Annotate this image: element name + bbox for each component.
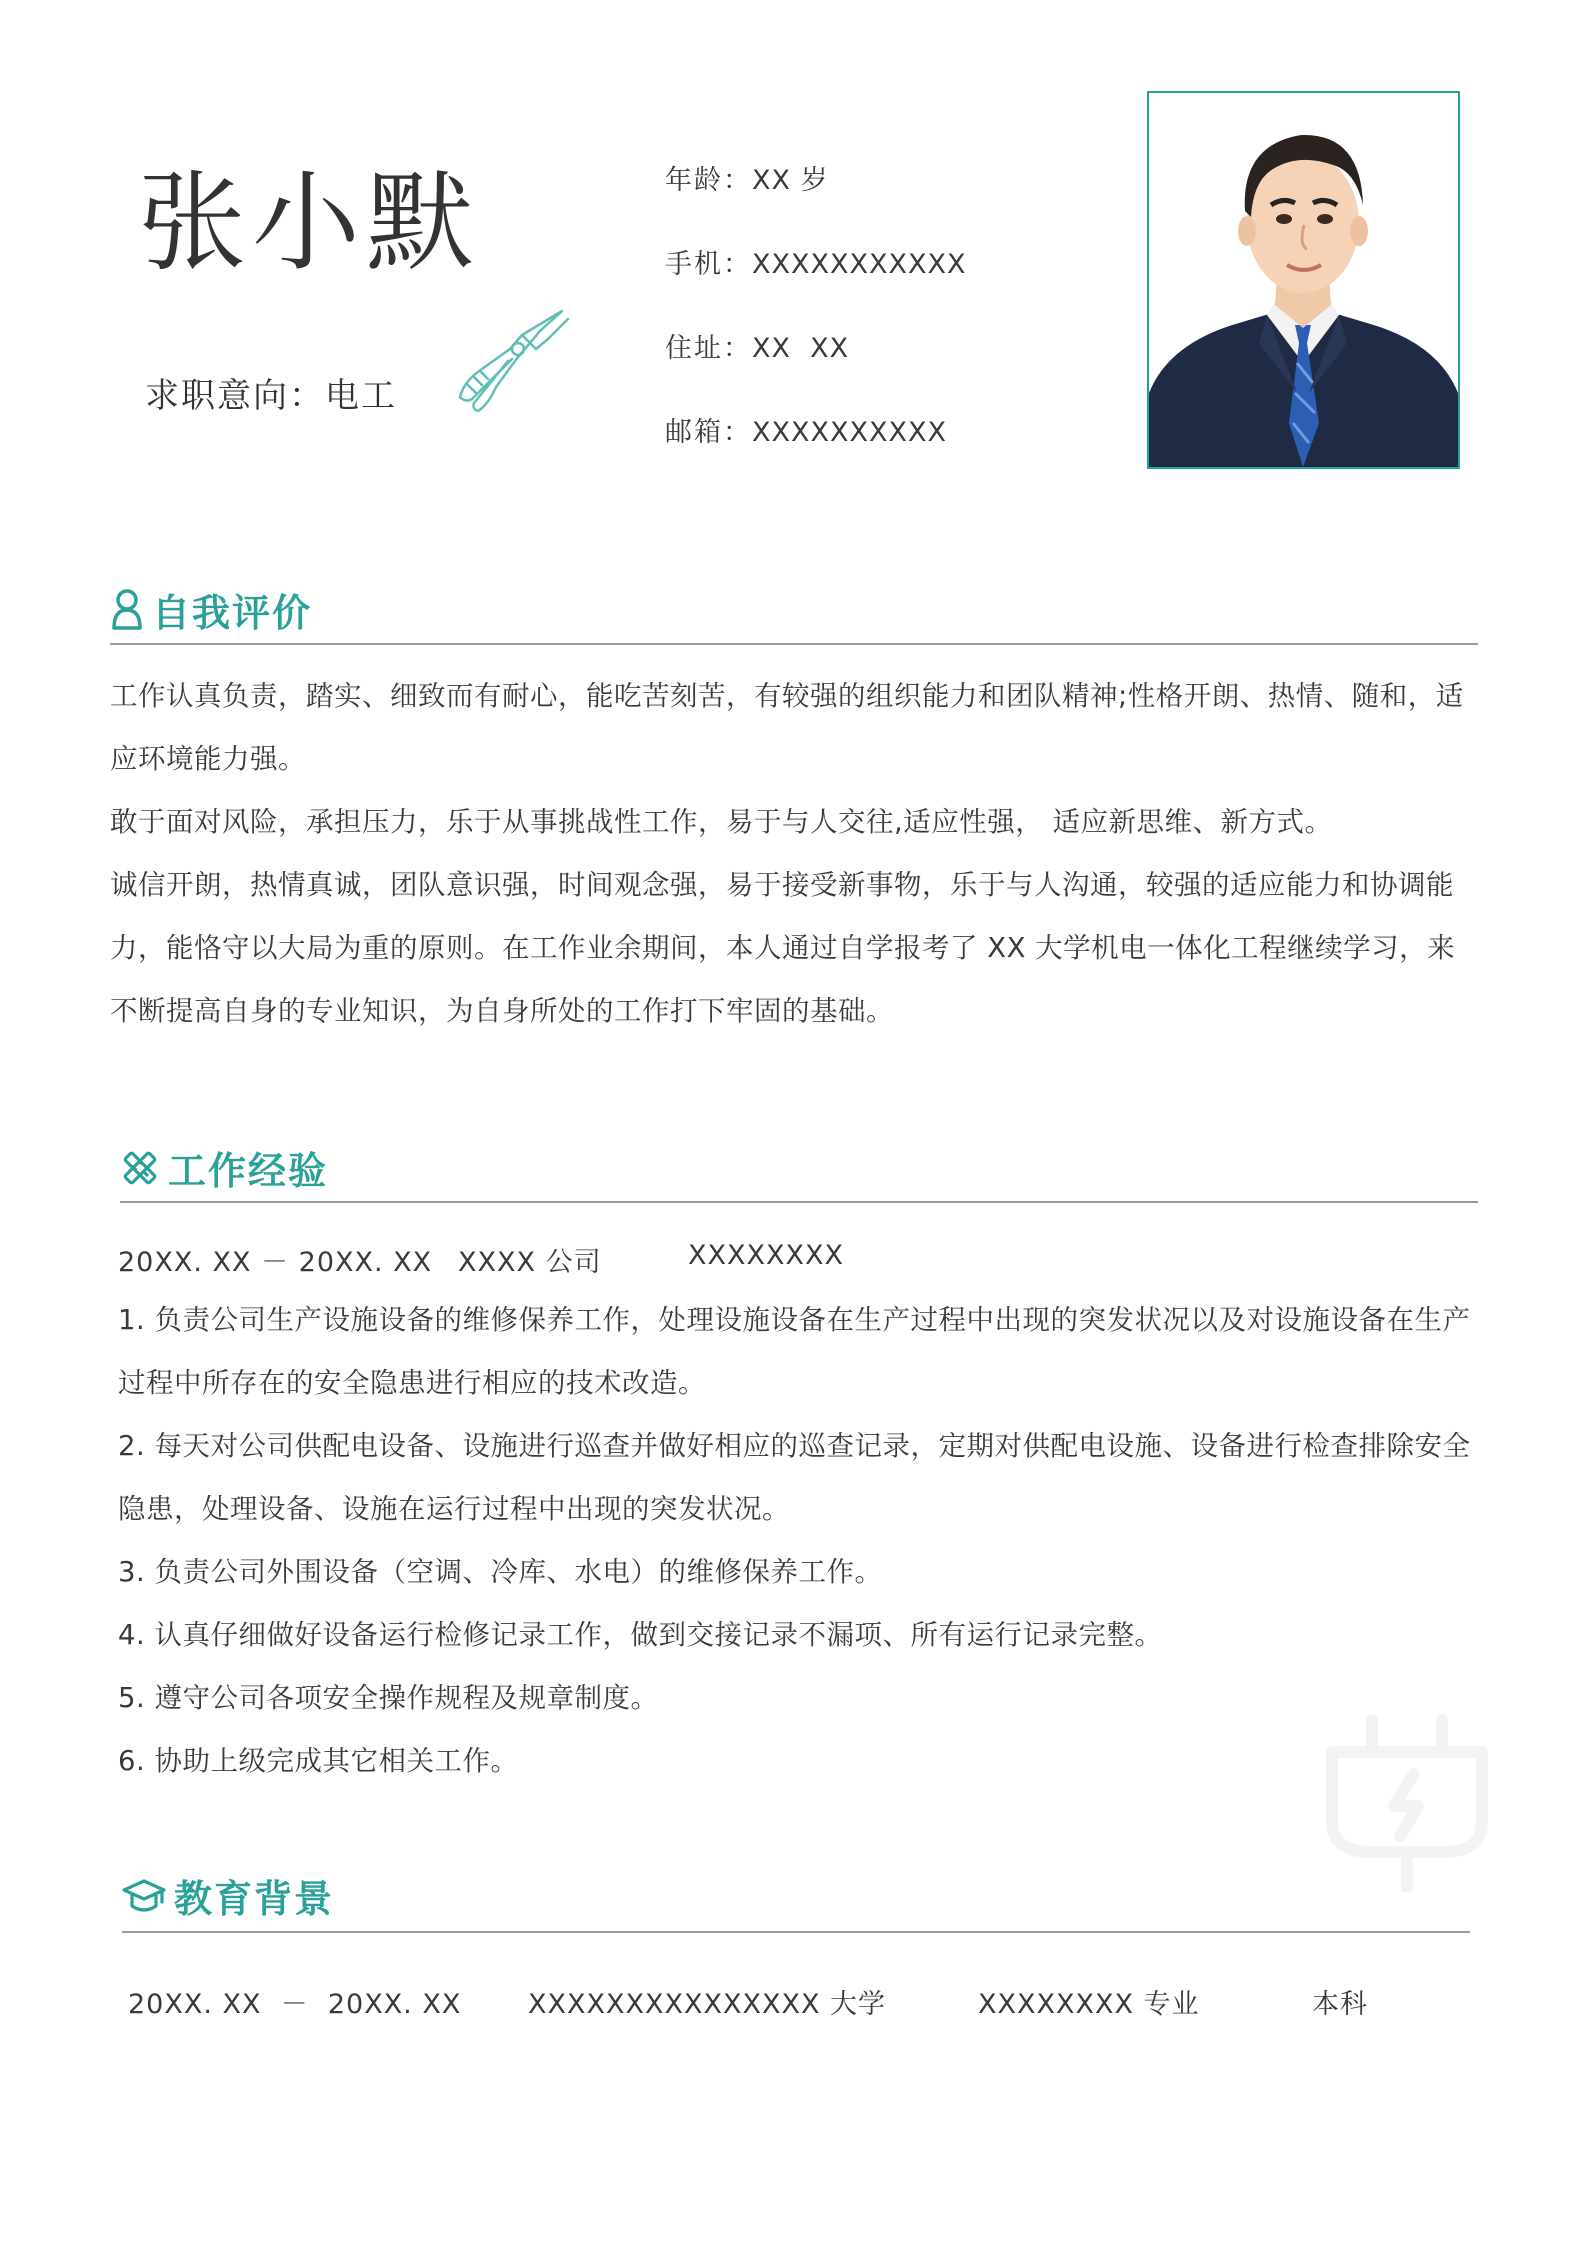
avatar-portrait bbox=[1149, 93, 1458, 467]
info-address-label: 住址： bbox=[665, 333, 752, 364]
person-icon bbox=[110, 588, 144, 632]
profile-photo bbox=[1147, 91, 1460, 469]
self-eval-divider bbox=[110, 643, 1478, 645]
education-period: 20XX. XX － 20XX. XX bbox=[128, 1989, 462, 2020]
info-address-value: XX XX bbox=[752, 333, 850, 364]
info-email-value: XXXXXXXXXX bbox=[752, 417, 947, 448]
work-divider bbox=[120, 1201, 1478, 1203]
self-eval-header bbox=[110, 582, 312, 637]
info-address bbox=[665, 326, 849, 365]
work-header bbox=[120, 1140, 328, 1195]
education-school: XXXXXXXXXXXXXXX 大学 bbox=[528, 1989, 887, 2020]
work-duties bbox=[118, 1289, 1480, 1793]
info-phone-value: XXXXXXXXXXX bbox=[752, 249, 967, 280]
work-duty-item: 3. 负责公司外围设备（空调、冷库、水电）的维修保养工作。 bbox=[118, 1556, 883, 1588]
tools-icon bbox=[120, 1148, 160, 1188]
work-company: XXXX 公司 bbox=[458, 1247, 602, 1278]
work-duty-item: 4. 认真仔细做好设备运行检修记录工作，做到交接记录不漏项、所有运行记录完整。 bbox=[118, 1619, 1163, 1651]
work-duty-item: 1. 负责公司生产设施设备的维修保养工作，处理设施设备在生产过程中出现的突发状况以及对设施设备在生产过程中所存在的安全隐患进行相应的技术改造。 bbox=[118, 1304, 1471, 1399]
work-position: XXXXXXXX bbox=[688, 1240, 844, 1271]
candidate-name: 张小默 bbox=[138, 161, 481, 286]
education-header bbox=[122, 1868, 334, 1923]
work-duty-item: 5. 遵守公司各项安全操作规程及规章制度。 bbox=[118, 1682, 659, 1714]
info-email-label: 邮箱： bbox=[665, 417, 752, 448]
self-eval-body bbox=[110, 665, 1480, 1043]
plug-icon bbox=[1322, 1712, 1492, 1892]
self-eval-paragraph-2: 敢于面对风险，承担压力，乐于从事挑战性工作，易于与人交往,适应性强， 适应新思维、新方式。 bbox=[110, 806, 1333, 838]
info-age bbox=[665, 158, 829, 197]
self-eval-paragraph-3: 诚信开朗，热情真诚，团队意识强，时间观念强，易于接受新事物，乐于与人沟通，较强的适应能力和协调能力，能恪守以大局为重的原则。在工作业余期间，本人通过自学报考了 XX 大学机电一体化工程继续学习，来不断提高自身的专业知识，为自身所处的工作打下牢固的基础。 bbox=[110, 869, 1456, 1027]
education-title: 教育背景 bbox=[174, 1877, 335, 1921]
work-duty-item: 6. 协助上级完成其它相关工作。 bbox=[118, 1745, 519, 1777]
info-phone bbox=[665, 242, 966, 281]
pliers-icon bbox=[452, 305, 572, 415]
education-divider bbox=[122, 1931, 1470, 1933]
self-eval-title: 自我评价 bbox=[152, 591, 313, 635]
graduation-cap-icon bbox=[122, 1878, 166, 1914]
info-email bbox=[665, 410, 947, 449]
work-period: 20XX. XX － 20XX. XX bbox=[118, 1247, 433, 1278]
education-degree: 本科 bbox=[1312, 1989, 1368, 2020]
work-duty-item: 2. 每天对公司供配电设备、设施进行巡查并做好相应的巡查记录，定期对供配电设施、设备进行检查排除安全隐患，处理设备、设施在运行过程中出现的突发状况。 bbox=[118, 1430, 1471, 1525]
work-title: 工作经验 bbox=[168, 1149, 329, 1193]
info-age-label: 年龄： bbox=[665, 165, 752, 196]
self-eval-paragraph-1: 工作认真负责，踏实、细致而有耐心，能吃苦刻苦，有较强的组织能力和团队精神;性格开朗、热情、随和，适应环境能力强。 bbox=[110, 680, 1464, 775]
info-age-value: XX 岁 bbox=[752, 165, 829, 196]
info-phone-label: 手机： bbox=[665, 249, 752, 280]
job-intent: 求职意向：电工 bbox=[145, 376, 397, 416]
education-major: XXXXXXXX 专业 bbox=[978, 1989, 1200, 2020]
